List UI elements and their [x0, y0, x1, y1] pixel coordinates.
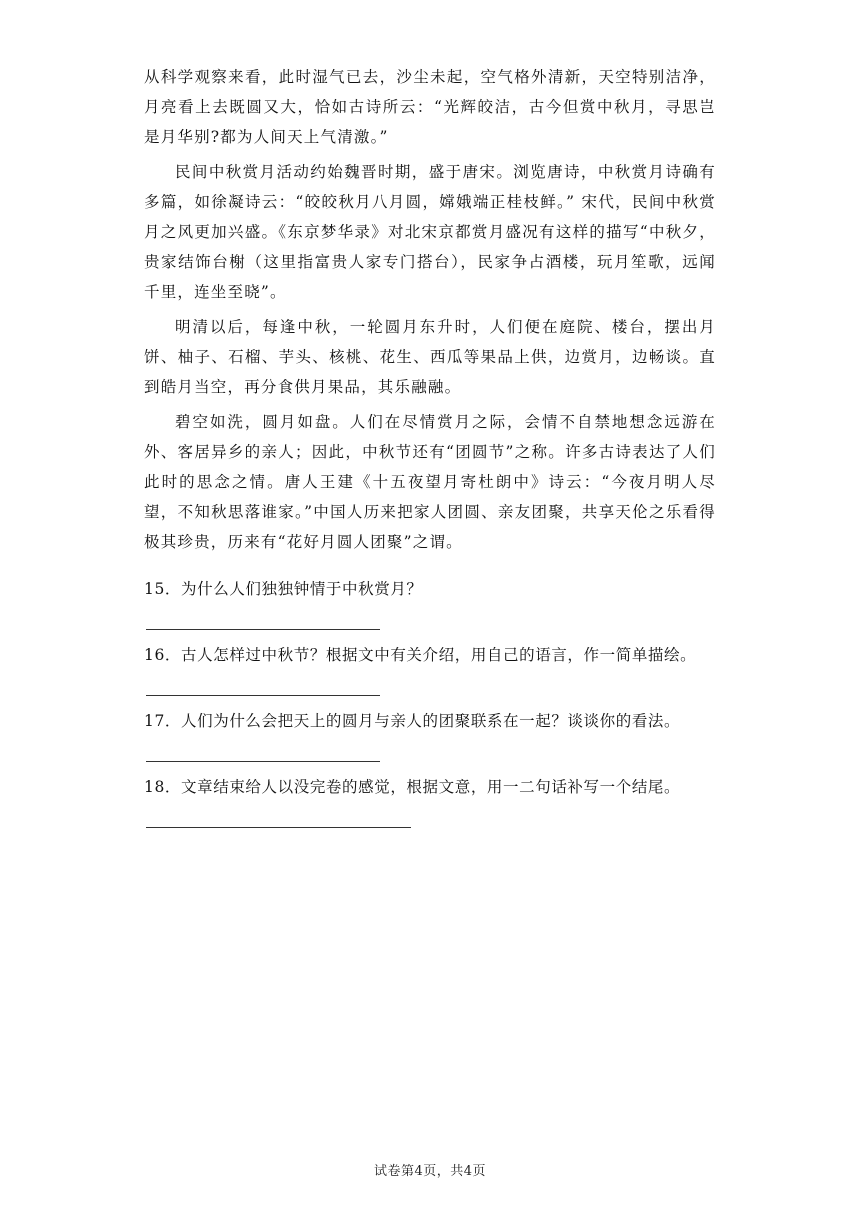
question-list — [144, 575, 716, 839]
passage-paragraph-1: 从科学观察来看，此时湿气已去，沙尘未起，空气格外清新，天空特别洁净，月亮看上去既圆又大，恰如古诗所云：“光辉皎洁，古今但赏中秋月，寻思岂是月华别?都为人间天上气清激。” — [144, 68, 716, 146]
answer-line[interactable] — [146, 761, 380, 762]
answer-line[interactable] — [146, 827, 411, 828]
question-text: 18．文章结束给人以没完卷的感觉，根据文意，用一二句话补写一个结尾。 — [144, 778, 681, 796]
question-18 — [144, 773, 716, 839]
answer-line[interactable] — [146, 629, 380, 630]
page-footer: 试卷第4页，共4页 — [373, 1164, 487, 1179]
passage-paragraph-4: 碧空如洗，圆月如盘。人们在尽情赏月之际，会情不自禁地想念远游在外、客居异乡的亲人；因此，中秋节还有“团圆节”之称。许多古诗表达了人们此时的思念之情。唐人王建《十五夜望月寄杜朗中》诗云：“今夜月明人尽望，不知秋思落谁家。”中国人历来把家人团圆、亲友团聚，共享天伦之乐看得极其珍贵，历来有“花好月圆人团聚”之谓。 — [144, 413, 716, 551]
question-text: 16．古人怎样过中秋节？根据文中有关介绍，用自己的语言，作一简单描绘。 — [144, 646, 697, 664]
question-16 — [144, 641, 716, 707]
reading-passage — [144, 62, 716, 562]
question-17 — [144, 707, 716, 773]
passage-paragraph-3: 明清以后，每逢中秋，一轮圆月东升时，人们便在庭院、楼台，摆出月饼、柚子、石榴、芋头、核桃、花生、西瓜等果品上供，边赏月，边畅谈。直到皓月当空，再分食供月果品，其乐融融。 — [144, 318, 716, 396]
question-15 — [144, 575, 716, 641]
passage-paragraph-2: 民间中秋赏月活动约始魏晋时期，盛于唐宋。浏览唐诗，中秋赏月诗确有多篇，如徐凝诗云：“皎皎秋月八月圆，嫦娥端正桂枝鲜。” 宋代，民间中秋赏月之风更加兴盛。《东京梦华录》对北宋京都赏月盛况有这样的描写“中秋夕，贵家结饰台榭（这里指富贵人家专门搭台），民家争占酒楼，玩月笙歌，远闻千里，连坐至晓”。 — [144, 163, 716, 301]
question-text: 15．为什么人们独独钟情于中秋赏月？ — [144, 580, 423, 598]
question-text: 17．人们为什么会把天上的圆月与亲人的团聚联系在一起？谈谈你的看法。 — [144, 712, 681, 730]
answer-line[interactable] — [146, 695, 380, 696]
